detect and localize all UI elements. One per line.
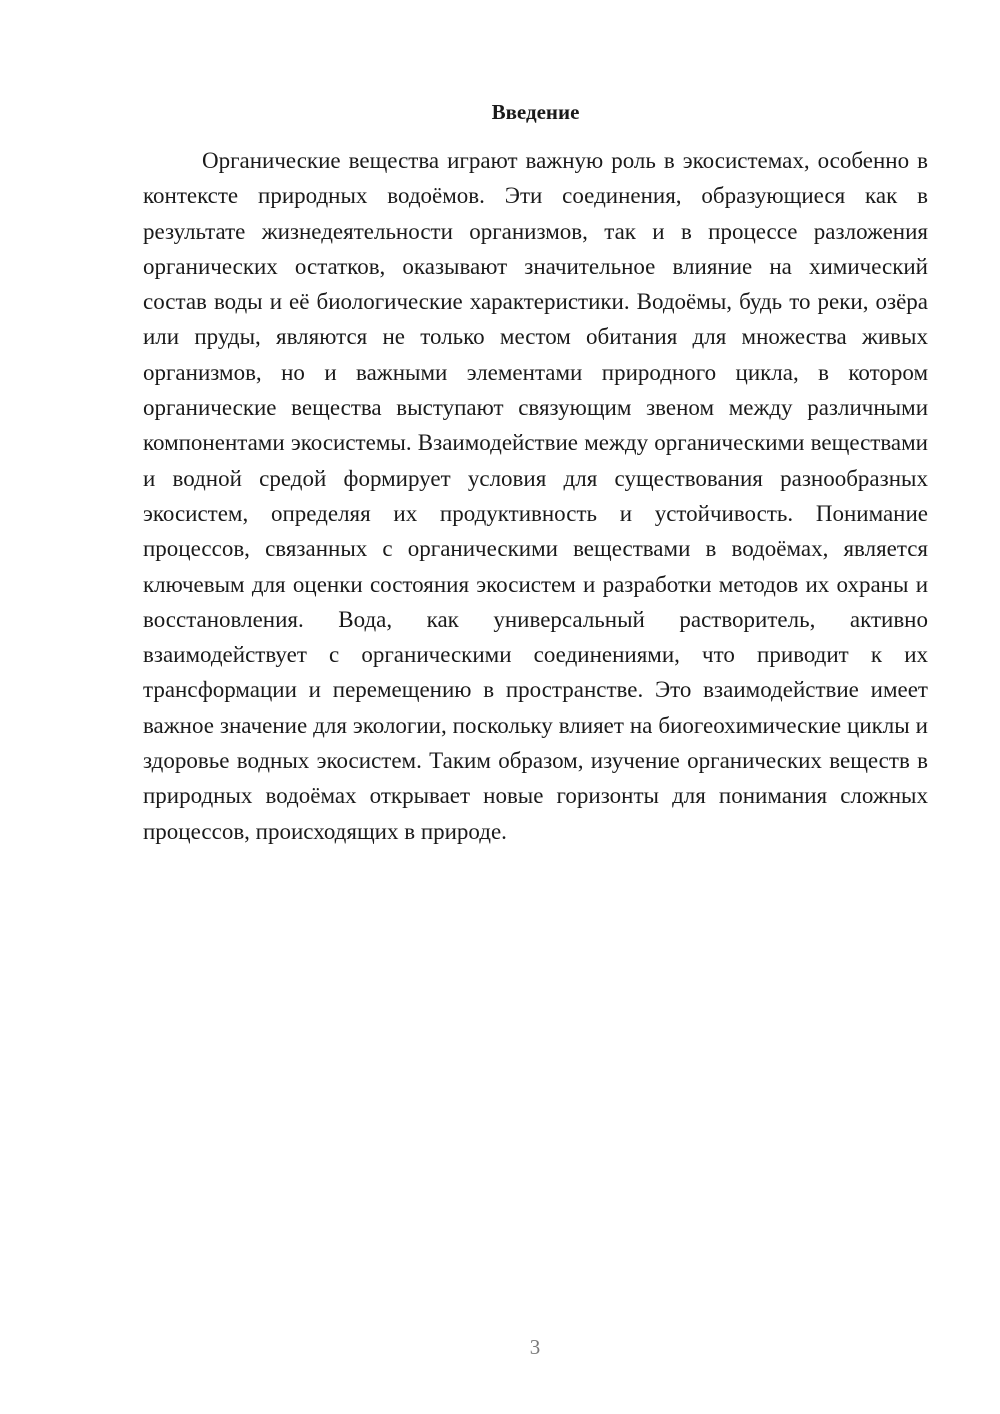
- section-heading: Введение: [491, 100, 580, 124]
- page-number: 3: [529, 1335, 541, 1359]
- body-paragraph: Органические вещества играют важную роль в экосистемах, особенно в контексте природных водоёмов. Эти соединения, образующиеся как в результате жизнедеятельности организмов, так и в процессе разложения органических остатков, оказывают значительное влияние на химический состав воды и её биологические характеристики. Водоёмы, будь то реки, озёра или пруды, являются не только местом обитания для множества живых организмов, но и важными элементами природного цикла, в котором органические вещества выступают связующим звеном между различными компонентами экосистемы. Взаимодействие между органическими веществами и водной средой формирует условия для существования разнообразных экосистем, определяя их продуктивность и устойчивость. Понимание процессов, связанных с органическими веществами в водоёмах, является ключевым для оценки состояния экосистем и разработки методов их охраны и восстановления. Вода, как универсальный растворитель, активно взаимодействует с органическими соединениями, что приводит к их трансформации и перемещению в пространстве. Это взаимодействие имеет важное значение для экологии, поскольку влияет на биогеохимические циклы и здоровье водных экосистем. Таким образом, изучение органических веществ в природных водоёмах открывает новые горизонты для понимания сложных процессов, происходящих в природе.: [143, 148, 928, 844]
